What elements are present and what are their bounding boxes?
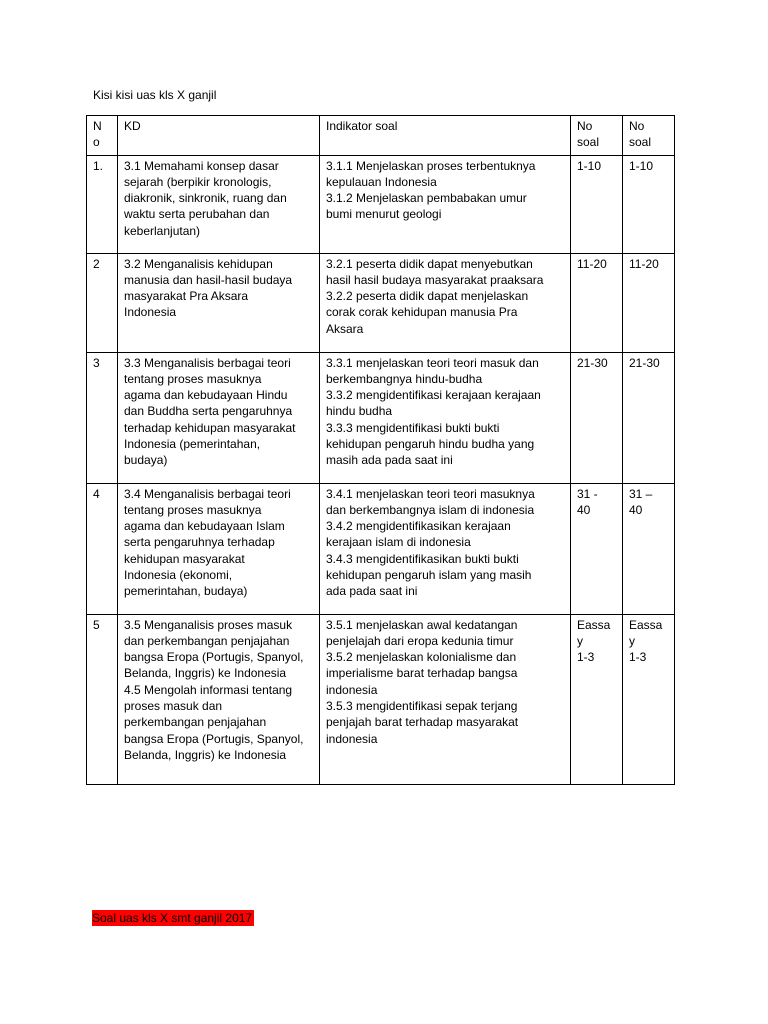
footer-highlight: Soal uas kls X smt ganjil 2017 <box>92 911 253 925</box>
cell-indikator-line: indonesia <box>326 682 378 697</box>
cell-indikator-line: penjelajah dari eropa kedunia timur <box>326 633 514 648</box>
cell-indikator-line: 3.1.1 Menjelaskan proses terbentuknya <box>326 158 536 173</box>
cell-kd-line: manusia dan hasil-hasil budaya <box>124 272 293 287</box>
cell-kd <box>118 253 320 352</box>
cell-no-soal-1-line: 40 <box>577 502 591 517</box>
cell-no-soal-1 <box>571 155 623 253</box>
cell-kd-line: tentang proses masuknya <box>124 502 262 517</box>
cell-kd-line: 3.3 Menganalisis berbagai teori <box>124 355 291 370</box>
cell-no-text: 4 <box>93 486 100 501</box>
header-kd-label: KD <box>124 119 141 133</box>
cell-no-soal-2 <box>623 483 675 614</box>
cell-kd-line: bangsa Eropa (Portugis, Spanyol, <box>124 731 304 746</box>
cell-no-text: 3 <box>93 355 100 370</box>
table-row <box>87 253 675 352</box>
cell-kd-line: tentang proses masuknya <box>124 371 262 386</box>
cell-indikator <box>320 352 571 483</box>
cell-kd-line: masyarakat Pra Aksara <box>124 289 249 304</box>
cell-kd-line: sejarah (berpikir kronologis, <box>124 174 272 189</box>
cell-kd-line: Indonesia (pemerintahan, <box>124 437 261 452</box>
cell-no <box>87 253 118 352</box>
cell-kd-line: 3.4 Menganalisis berbagai teori <box>124 486 291 501</box>
cell-no-soal-2-line: 11-20 <box>629 256 659 271</box>
cell-indikator-line: 3.4.1 menjelaskan teori teori masuknya <box>326 486 535 501</box>
header-no-soal-2 <box>623 116 675 156</box>
cell-indikator-line: kerajaan islam di indonesia <box>326 535 471 550</box>
cell-no-text: 5 <box>93 617 100 632</box>
cell-kd-line: serta pengaruhnya terhadap <box>124 535 275 550</box>
cell-kd-line: proses masuk dan <box>124 699 223 714</box>
cell-no-text: 2 <box>93 256 100 271</box>
cell-indikator-line: imperialisme barat terhadap bangsa <box>326 666 518 681</box>
cell-indikator-line: 3.4.2 mengidentifikasikan kerajaan <box>326 519 511 534</box>
cell-indikator <box>320 155 571 253</box>
kisi-kisi-table <box>86 115 675 785</box>
table-body <box>87 155 675 784</box>
cell-no-text: 1. <box>93 158 104 173</box>
cell-kd-line: Indonesia (ekonomi, <box>124 568 233 583</box>
cell-no-soal-1-line: 21-30 <box>577 355 608 370</box>
cell-no-soal-2-line: 40 <box>629 502 643 517</box>
cell-no-soal-2-line: Eassay <box>629 617 663 648</box>
cell-kd-line: 4.5 Mengolah informasi tentang <box>124 682 293 697</box>
cell-kd-line: keberlanjutan) <box>124 223 201 238</box>
cell-indikator-line: kepulauan Indonesia <box>326 174 437 189</box>
cell-kd-line: dan Buddha serta pengaruhnya <box>124 404 293 419</box>
cell-kd-line: 3.2 Menganalisis kehidupan <box>124 256 273 271</box>
cell-indikator-line: 3.5.2 menjelaskan kolonialisme dan <box>326 650 517 665</box>
cell-indikator-line: 3.4.3 mengidentifikasikan bukti bukti <box>326 551 519 566</box>
cell-indikator <box>320 483 571 614</box>
cell-no-soal-2 <box>623 155 675 253</box>
cell-kd-line: terhadap kehidupan masyarakat <box>124 420 296 435</box>
cell-kd-line: Indonesia <box>124 305 177 320</box>
cell-no <box>87 155 118 253</box>
table-header-row <box>87 116 675 156</box>
table-row <box>87 352 675 483</box>
cell-indikator-line: Aksara <box>326 321 364 336</box>
cell-no-soal-1-line: 11-20 <box>577 256 607 271</box>
header-no-soal-1 <box>571 116 623 156</box>
header-no-soal-1-line1: No <box>577 119 593 133</box>
cell-indikator-line: hasil hasil budaya masyarakat praaksara <box>326 272 544 287</box>
header-no-soal-2-line2: soal <box>629 135 652 150</box>
header-no-line1: N <box>93 119 102 133</box>
header-no <box>87 116 118 156</box>
cell-indikator-line: kehidupan pengaruh hindu budha yang <box>326 437 535 452</box>
cell-no-soal-1-line: 1-3 <box>577 650 595 665</box>
cell-indikator-line: dan berkembangnya islam di indonesia <box>326 502 535 517</box>
cell-kd-line: bangsa Eropa (Portugis, Spanyol, <box>124 650 304 665</box>
cell-no-soal-2-line: 21-30 <box>629 355 660 370</box>
cell-kd-line: agama dan kebudayaan Islam <box>124 519 285 534</box>
cell-kd-line: Belanda, Inggris) ke Indonesia <box>124 666 287 681</box>
document-title: Kisi kisi uas kls X ganjil <box>93 88 217 102</box>
cell-indikator-line: 3.3.2 mengidentifikasi kerajaan kerajaan <box>326 388 541 403</box>
cell-no-soal-1 <box>571 352 623 483</box>
cell-no-soal-2 <box>623 352 675 483</box>
table-row <box>87 483 675 614</box>
cell-no-soal-2-line: 1-3 <box>629 650 647 665</box>
cell-indikator <box>320 614 571 784</box>
cell-no-soal-1-line: 1-10 <box>577 158 602 173</box>
cell-kd-line: perkembangan penjajahan <box>124 715 267 730</box>
cell-indikator-line: corak corak kehidupan manusia Pra <box>326 305 518 320</box>
cell-kd <box>118 483 320 614</box>
header-no-line2: o <box>93 135 100 150</box>
cell-kd-line: budaya) <box>124 453 168 468</box>
cell-kd <box>118 155 320 253</box>
header-no-soal-2-line1: No <box>629 119 645 133</box>
cell-no-soal-2-line: 31 – <box>629 486 653 501</box>
cell-kd-line: diakronik, sinkronik, ruang dan <box>124 191 287 206</box>
cell-no <box>87 483 118 614</box>
cell-no-soal-1 <box>571 253 623 352</box>
header-kd <box>118 116 320 156</box>
cell-no-soal-1-line: 31 - <box>577 486 598 501</box>
cell-no-soal-2 <box>623 253 675 352</box>
cell-indikator-line: 3.3.1 menjelaskan teori teori masuk dan <box>326 355 539 370</box>
cell-kd <box>118 614 320 784</box>
cell-indikator-line: berkembangnya hindu-budha <box>326 371 483 386</box>
cell-kd-line: waktu serta perubahan dan <box>124 207 270 222</box>
cell-no-soal-1 <box>571 614 623 784</box>
table-row <box>87 155 675 253</box>
cell-indikator-line: masih ada pada saat ini <box>326 453 453 468</box>
cell-indikator-line: hindu budha <box>326 404 393 419</box>
cell-indikator-line: kehidupan pengaruh islam yang masih <box>326 568 532 583</box>
cell-no-soal-1 <box>571 483 623 614</box>
cell-no <box>87 352 118 483</box>
cell-indikator <box>320 253 571 352</box>
cell-indikator-line: 3.3.3 mengidentifikasi bukti bukti <box>326 420 500 435</box>
table-row <box>87 614 675 784</box>
cell-kd <box>118 352 320 483</box>
cell-indikator-line: 3.1.2 Menjelaskan pembabakan umur <box>326 191 527 206</box>
cell-kd-line: 3.5 Menganalisis proses masuk <box>124 617 293 632</box>
cell-no-soal-1-line: Eassay <box>577 617 611 648</box>
cell-indikator-line: indonesia <box>326 731 378 746</box>
cell-indikator-line: bumi menurut geologi <box>326 207 442 222</box>
cell-no-soal-2 <box>623 614 675 784</box>
cell-indikator-line: 3.2.1 peserta didik dapat menyebutkan <box>326 256 533 271</box>
header-indikator-label: Indikator soal <box>326 119 398 133</box>
cell-no-soal-2-line: 1-10 <box>629 158 654 173</box>
header-no-soal-1-line2: soal <box>577 135 600 150</box>
cell-kd-line: dan perkembangan penjajahan <box>124 633 290 648</box>
cell-kd-line: kehidupan masyarakat <box>124 551 245 566</box>
cell-kd-line: Belanda, Inggris) ke Indonesia <box>124 747 287 762</box>
cell-indikator-line: 3.5.1 menjelaskan awal kedatangan <box>326 617 518 632</box>
cell-indikator-line: 3.5.3 mengidentifikasi sepak terjang <box>326 699 518 714</box>
cell-no <box>87 614 118 784</box>
cell-indikator-line: ada pada saat ini <box>326 584 418 599</box>
header-indikator <box>320 116 571 156</box>
cell-kd-line: pemerintahan, budaya) <box>124 584 248 599</box>
cell-kd-line: 3.1 Memahami konsep dasar <box>124 158 279 173</box>
cell-kd-line: agama dan kebudayaan Hindu <box>124 388 288 403</box>
cell-indikator-line: penjajah barat terhadap masyarakat <box>326 715 519 730</box>
cell-indikator-line: 3.2.2 peserta didik dapat menjelaskan <box>326 289 529 304</box>
